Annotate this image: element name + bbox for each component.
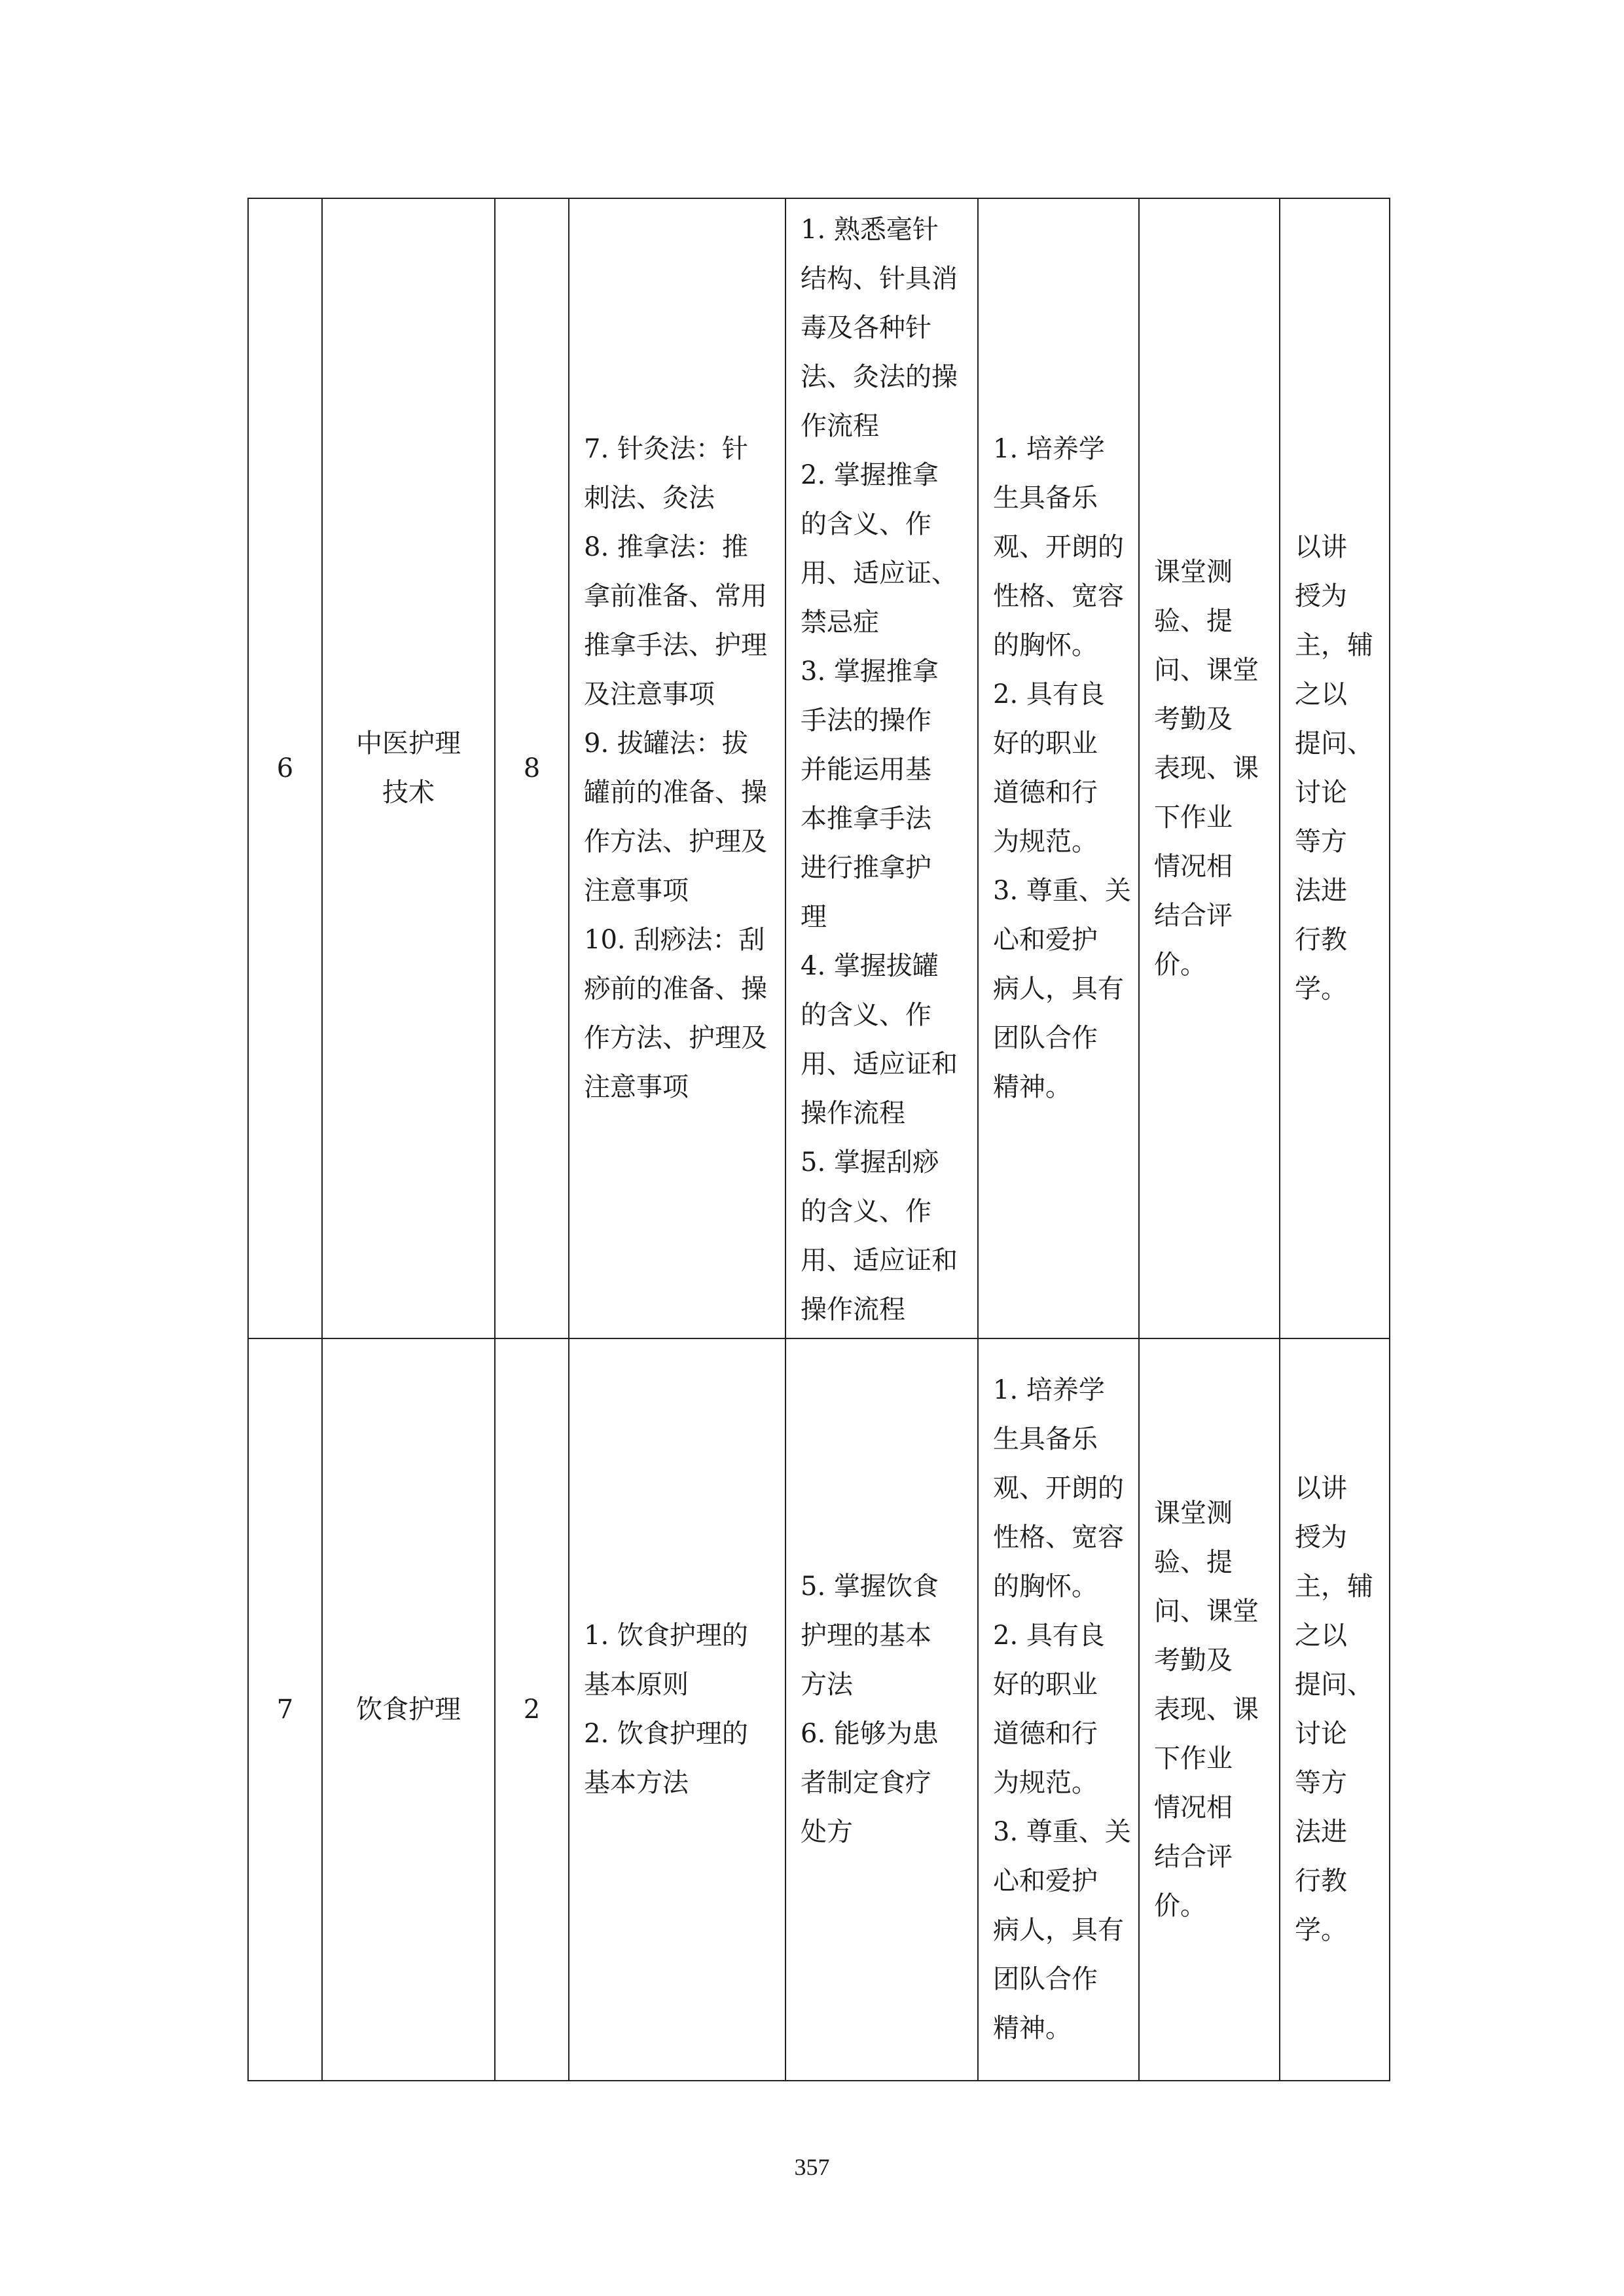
cell-line: 方法 — [801, 1670, 853, 1700]
cell-line: 法进 — [1295, 876, 1347, 906]
cell-line: 及注意事项 — [584, 679, 715, 709]
cell-line: 心和爱护 — [993, 925, 1098, 955]
cell-line: 本推拿手法 — [801, 804, 931, 834]
cell-line: 精神。 — [993, 1072, 1072, 1102]
cell-line: 5. 掌握刮痧 — [801, 1147, 939, 1177]
cell-line: 主，辅 — [1295, 630, 1373, 660]
teaching-content — [569, 198, 785, 1338]
cell-line: 结构、针具消 — [801, 264, 958, 294]
cell-line: 以讲 — [1295, 1473, 1347, 1503]
curriculum-table — [247, 198, 1390, 2081]
cell-line: 以讲 — [1295, 532, 1347, 562]
cell-line: 的含义、作 — [801, 1000, 931, 1030]
cell-line: 情况相 — [1154, 1792, 1233, 1823]
cell-line: 法进 — [1295, 1817, 1347, 1847]
cell-line: 2. 掌握推拿 — [801, 460, 939, 490]
cell-line: 作流程 — [801, 411, 879, 441]
cell-line: 提问、 — [1295, 1670, 1373, 1700]
row-number: 6 — [248, 198, 322, 1338]
cell-line: 为规范。 — [993, 827, 1098, 857]
cell-line: 1. 培养学 — [993, 1375, 1105, 1405]
cell-line: 推拿手法、护理 — [584, 630, 767, 660]
cell-line: 生具备乐 — [993, 483, 1098, 513]
cell-line: 2. 具有良 — [993, 679, 1105, 709]
cell-line: 2. 具有良 — [993, 1621, 1105, 1651]
cell-line: 性格、宽容 — [993, 1522, 1124, 1552]
cell-line: 手法的操作 — [801, 706, 931, 736]
cell-line: 验、提 — [1154, 605, 1233, 636]
cell-line: 行教 — [1295, 925, 1347, 955]
cell-line: 3. 尊重、关 — [993, 1817, 1131, 1847]
cell-line: 等方 — [1295, 1768, 1347, 1798]
cell-line: 操作流程 — [801, 1295, 905, 1325]
cell-line: 之以 — [1295, 679, 1347, 709]
cell-line: 用、适应证和 — [801, 1246, 958, 1276]
cell-line: 提问、 — [1295, 728, 1373, 759]
cell-line: 观、开朗的 — [993, 1473, 1124, 1503]
cell-line: 的胸怀。 — [993, 1571, 1098, 1602]
cell-line: 等方 — [1295, 827, 1347, 857]
learning-objectives — [785, 1338, 978, 2081]
table-row — [248, 198, 1390, 1338]
module-name: 中医护理 技术 — [322, 198, 495, 1338]
cell-line: 刺法、灸法 — [584, 483, 715, 513]
cell-line: 好的职业 — [993, 1670, 1098, 1700]
cell-line: 精神。 — [993, 2013, 1072, 2043]
assessment-method — [1139, 1338, 1280, 2081]
cell-line: 表现、课 — [1154, 1694, 1259, 1725]
table-row — [248, 1338, 1390, 2081]
cell-line: 1. 饮食护理的 — [584, 1621, 748, 1651]
cell-line: 问、课堂 — [1154, 1596, 1259, 1626]
class-hours: 8 — [495, 198, 569, 1338]
assessment-method — [1139, 198, 1280, 1338]
cell-line: 团队合作 — [993, 1964, 1098, 1994]
cell-line: 9. 拔罐法：拔 — [584, 728, 748, 759]
cell-line: 1. 培养学 — [993, 434, 1105, 464]
cell-line: 课堂测 — [1154, 556, 1233, 587]
cell-line: 问、课堂 — [1154, 655, 1259, 685]
cell-line: 结合评 — [1154, 1841, 1233, 1872]
cell-line: 拿前准备、常用 — [584, 581, 767, 611]
cell-line: 病人，具有 — [993, 1915, 1124, 1945]
cell-line: 课堂测 — [1154, 1498, 1233, 1528]
cell-line: 学。 — [1295, 974, 1347, 1004]
cell-line: 考勤及 — [1154, 704, 1233, 734]
cell-line: 毒及各种针 — [801, 313, 931, 343]
cell-line: 下作业 — [1154, 1743, 1233, 1774]
cell-line: 基本原则 — [584, 1670, 689, 1700]
cell-line: 3. 掌握推拿 — [801, 656, 939, 687]
cell-line: 4. 掌握拔罐 — [801, 951, 939, 981]
cell-line: 2. 饮食护理的 — [584, 1719, 748, 1749]
cell-line: 价。 — [1154, 949, 1206, 980]
cell-line: 并能运用基 — [801, 755, 931, 785]
cell-line: 用、适应证和 — [801, 1049, 958, 1079]
cell-line: 生具备乐 — [993, 1424, 1098, 1454]
cell-line: 6. 能够为患 — [801, 1719, 939, 1749]
cell-line: 情况相 — [1154, 851, 1233, 882]
learning-objectives — [785, 198, 978, 1338]
page-number: 357 — [794, 2154, 830, 2180]
cell-line: 7. 针灸法：针 — [584, 434, 748, 464]
class-hours: 2 — [495, 1338, 569, 2081]
cell-line: 授为 — [1295, 1522, 1347, 1552]
teaching-method — [1280, 1338, 1390, 2081]
cell-line: 的胸怀。 — [993, 630, 1098, 660]
cell-line: 作方法、护理及 — [584, 1023, 767, 1053]
cell-line: 8. 推拿法：推 — [584, 532, 748, 562]
cell-line: 1. 熟悉毫针 — [801, 215, 939, 245]
cell-line: 心和爱护 — [993, 1866, 1098, 1896]
cell-line: 好的职业 — [993, 728, 1098, 759]
cell-line: 观、开朗的 — [993, 532, 1124, 562]
cell-line: 主，辅 — [1295, 1571, 1373, 1602]
cell-line: 行教 — [1295, 1866, 1347, 1896]
cell-line: 讨论 — [1295, 1719, 1347, 1749]
teaching-method — [1280, 198, 1390, 1338]
cell-line: 病人，具有 — [993, 974, 1124, 1004]
cell-line: 5. 掌握饮食 — [801, 1571, 939, 1602]
cell-line: 的含义、作 — [801, 509, 931, 539]
cell-line: 之以 — [1295, 1621, 1347, 1651]
cell-line: 理 — [801, 902, 827, 932]
cell-line: 作方法、护理及 — [584, 827, 767, 857]
curriculum-table-container — [247, 198, 1389, 2081]
module-name: 饮食护理 — [322, 1338, 495, 2081]
cell-line: 痧前的准备、操 — [584, 974, 767, 1004]
cell-line: 结合评 — [1154, 900, 1233, 931]
cell-line: 者制定食疗 — [801, 1768, 931, 1798]
cell-line: 的含义、作 — [801, 1196, 931, 1227]
cell-line: 团队合作 — [993, 1023, 1098, 1053]
cell-line: 讨论 — [1295, 778, 1347, 808]
cell-line: 性格、宽容 — [993, 581, 1124, 611]
quality-goals — [978, 1338, 1139, 2081]
cell-line: 下作业 — [1154, 802, 1233, 833]
cell-line: 道德和行 — [993, 1719, 1098, 1749]
cell-line: 验、提 — [1154, 1547, 1233, 1577]
quality-goals — [978, 198, 1139, 1338]
cell-line: 进行推拿护 — [801, 853, 931, 883]
cell-line: 护理的基本 — [801, 1621, 931, 1651]
cell-line: 为规范。 — [993, 1768, 1098, 1798]
cell-line: 操作流程 — [801, 1098, 905, 1128]
cell-line: 禁忌症 — [801, 607, 879, 637]
cell-line: 授为 — [1295, 581, 1347, 611]
cell-line: 法、灸法的操 — [801, 362, 958, 392]
cell-line: 10. 刮痧法：刮 — [584, 925, 765, 955]
cell-line: 罐前的准备、操 — [584, 778, 767, 808]
cell-line: 学。 — [1295, 1915, 1347, 1945]
cell-line: 3. 尊重、关 — [993, 876, 1131, 906]
cell-line: 基本方法 — [584, 1768, 689, 1798]
cell-line: 注意事项 — [584, 876, 689, 906]
cell-line: 道德和行 — [993, 778, 1098, 808]
cell-line: 表现、课 — [1154, 753, 1259, 783]
cell-line: 考勤及 — [1154, 1645, 1233, 1676]
cell-line: 处方 — [801, 1817, 853, 1847]
cell-line: 用、适应证、 — [801, 558, 958, 588]
cell-line: 价。 — [1154, 1890, 1206, 1921]
row-number: 7 — [248, 1338, 322, 2081]
cell-line: 注意事项 — [584, 1072, 689, 1102]
teaching-content — [569, 1338, 785, 2081]
